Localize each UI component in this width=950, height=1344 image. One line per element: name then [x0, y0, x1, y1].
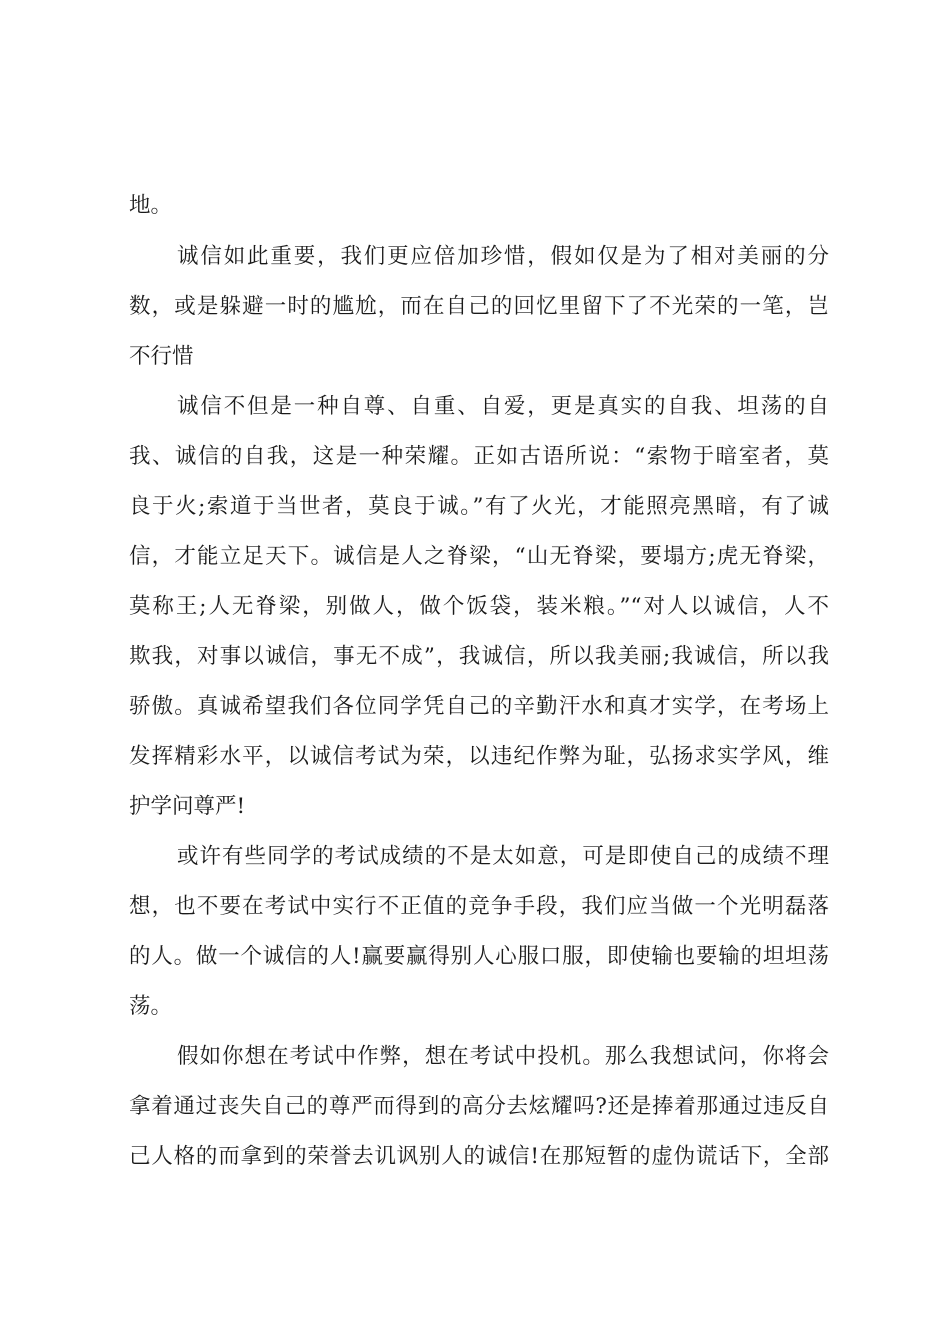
paragraph-line: 骄傲。真诚希望我们各位同学凭自己的辛勤汗水和真才实学，在考场上 — [129, 694, 829, 719]
paragraph-line: 想，也不要在考试中实行不正值的竞争手段，我们应当做一个光明磊落 — [129, 894, 829, 919]
paragraph-line: 己人格的而拿到的荣誉去讥讽别人的诚信!在那短暂的虚伪谎话下，全部 — [129, 1144, 829, 1169]
paragraph-line: 莫称王;人无脊梁，别做人，做个饭袋，装米粮。”“对人以诚信，人不 — [129, 594, 829, 619]
paragraph-line: 信，才能立足天下。诚信是人之脊梁，“山无脊梁，要塌方;虎无脊梁， — [129, 544, 829, 569]
paragraph-line: 地。 — [129, 193, 173, 218]
paragraph-line: 护学问尊严! — [129, 794, 246, 819]
paragraph-line: 荡。 — [129, 994, 173, 1019]
paragraph-line: 我、诚信的自我，这是一种荣耀。正如古语所说：“索物于暗室者，莫 — [129, 444, 829, 469]
paragraph-line: 欺我，对事以诚信，事无不成”，我诚信，所以我美丽;我诚信，所以我 — [129, 644, 829, 669]
paragraph-line: 的人。做一个诚信的人!赢要赢得别人心服口服，即使输也要输的坦坦荡 — [129, 944, 829, 969]
paragraph-line: 发挥精彩水平，以诚信考试为荣，以违纪作弊为耻，弘扬求实学风，维 — [129, 744, 829, 769]
paragraph-line: 不行惜 — [129, 344, 194, 369]
paragraph-line: 诚信不但是一种自尊、自重、自爱，更是真实的自我、坦荡的自 — [177, 394, 829, 419]
paragraph-line: 诚信如此重要，我们更应倍加珍惜，假如仅是为了相对美丽的分 — [177, 244, 829, 269]
paragraph-line: 良于火;索道于当世者，莫良于诚。”有了火光，才能照亮黑暗，有了诚 — [129, 494, 829, 519]
paragraph-line: 拿着通过丧失自己的尊严而得到的高分去炫耀吗?还是捧着那通过违反自 — [129, 1094, 829, 1119]
paragraph-line: 假如你想在考试中作弊，想在考试中投机。那么我想试问，你将会 — [177, 1044, 829, 1069]
paragraph-line: 或许有些同学的考试成绩的不是太如意，可是即使自己的成绩不理 — [177, 844, 829, 869]
paragraph-line: 数，或是躲避一时的尴尬，而在自己的回忆里留下了不光荣的一笔，岂 — [129, 294, 829, 319]
